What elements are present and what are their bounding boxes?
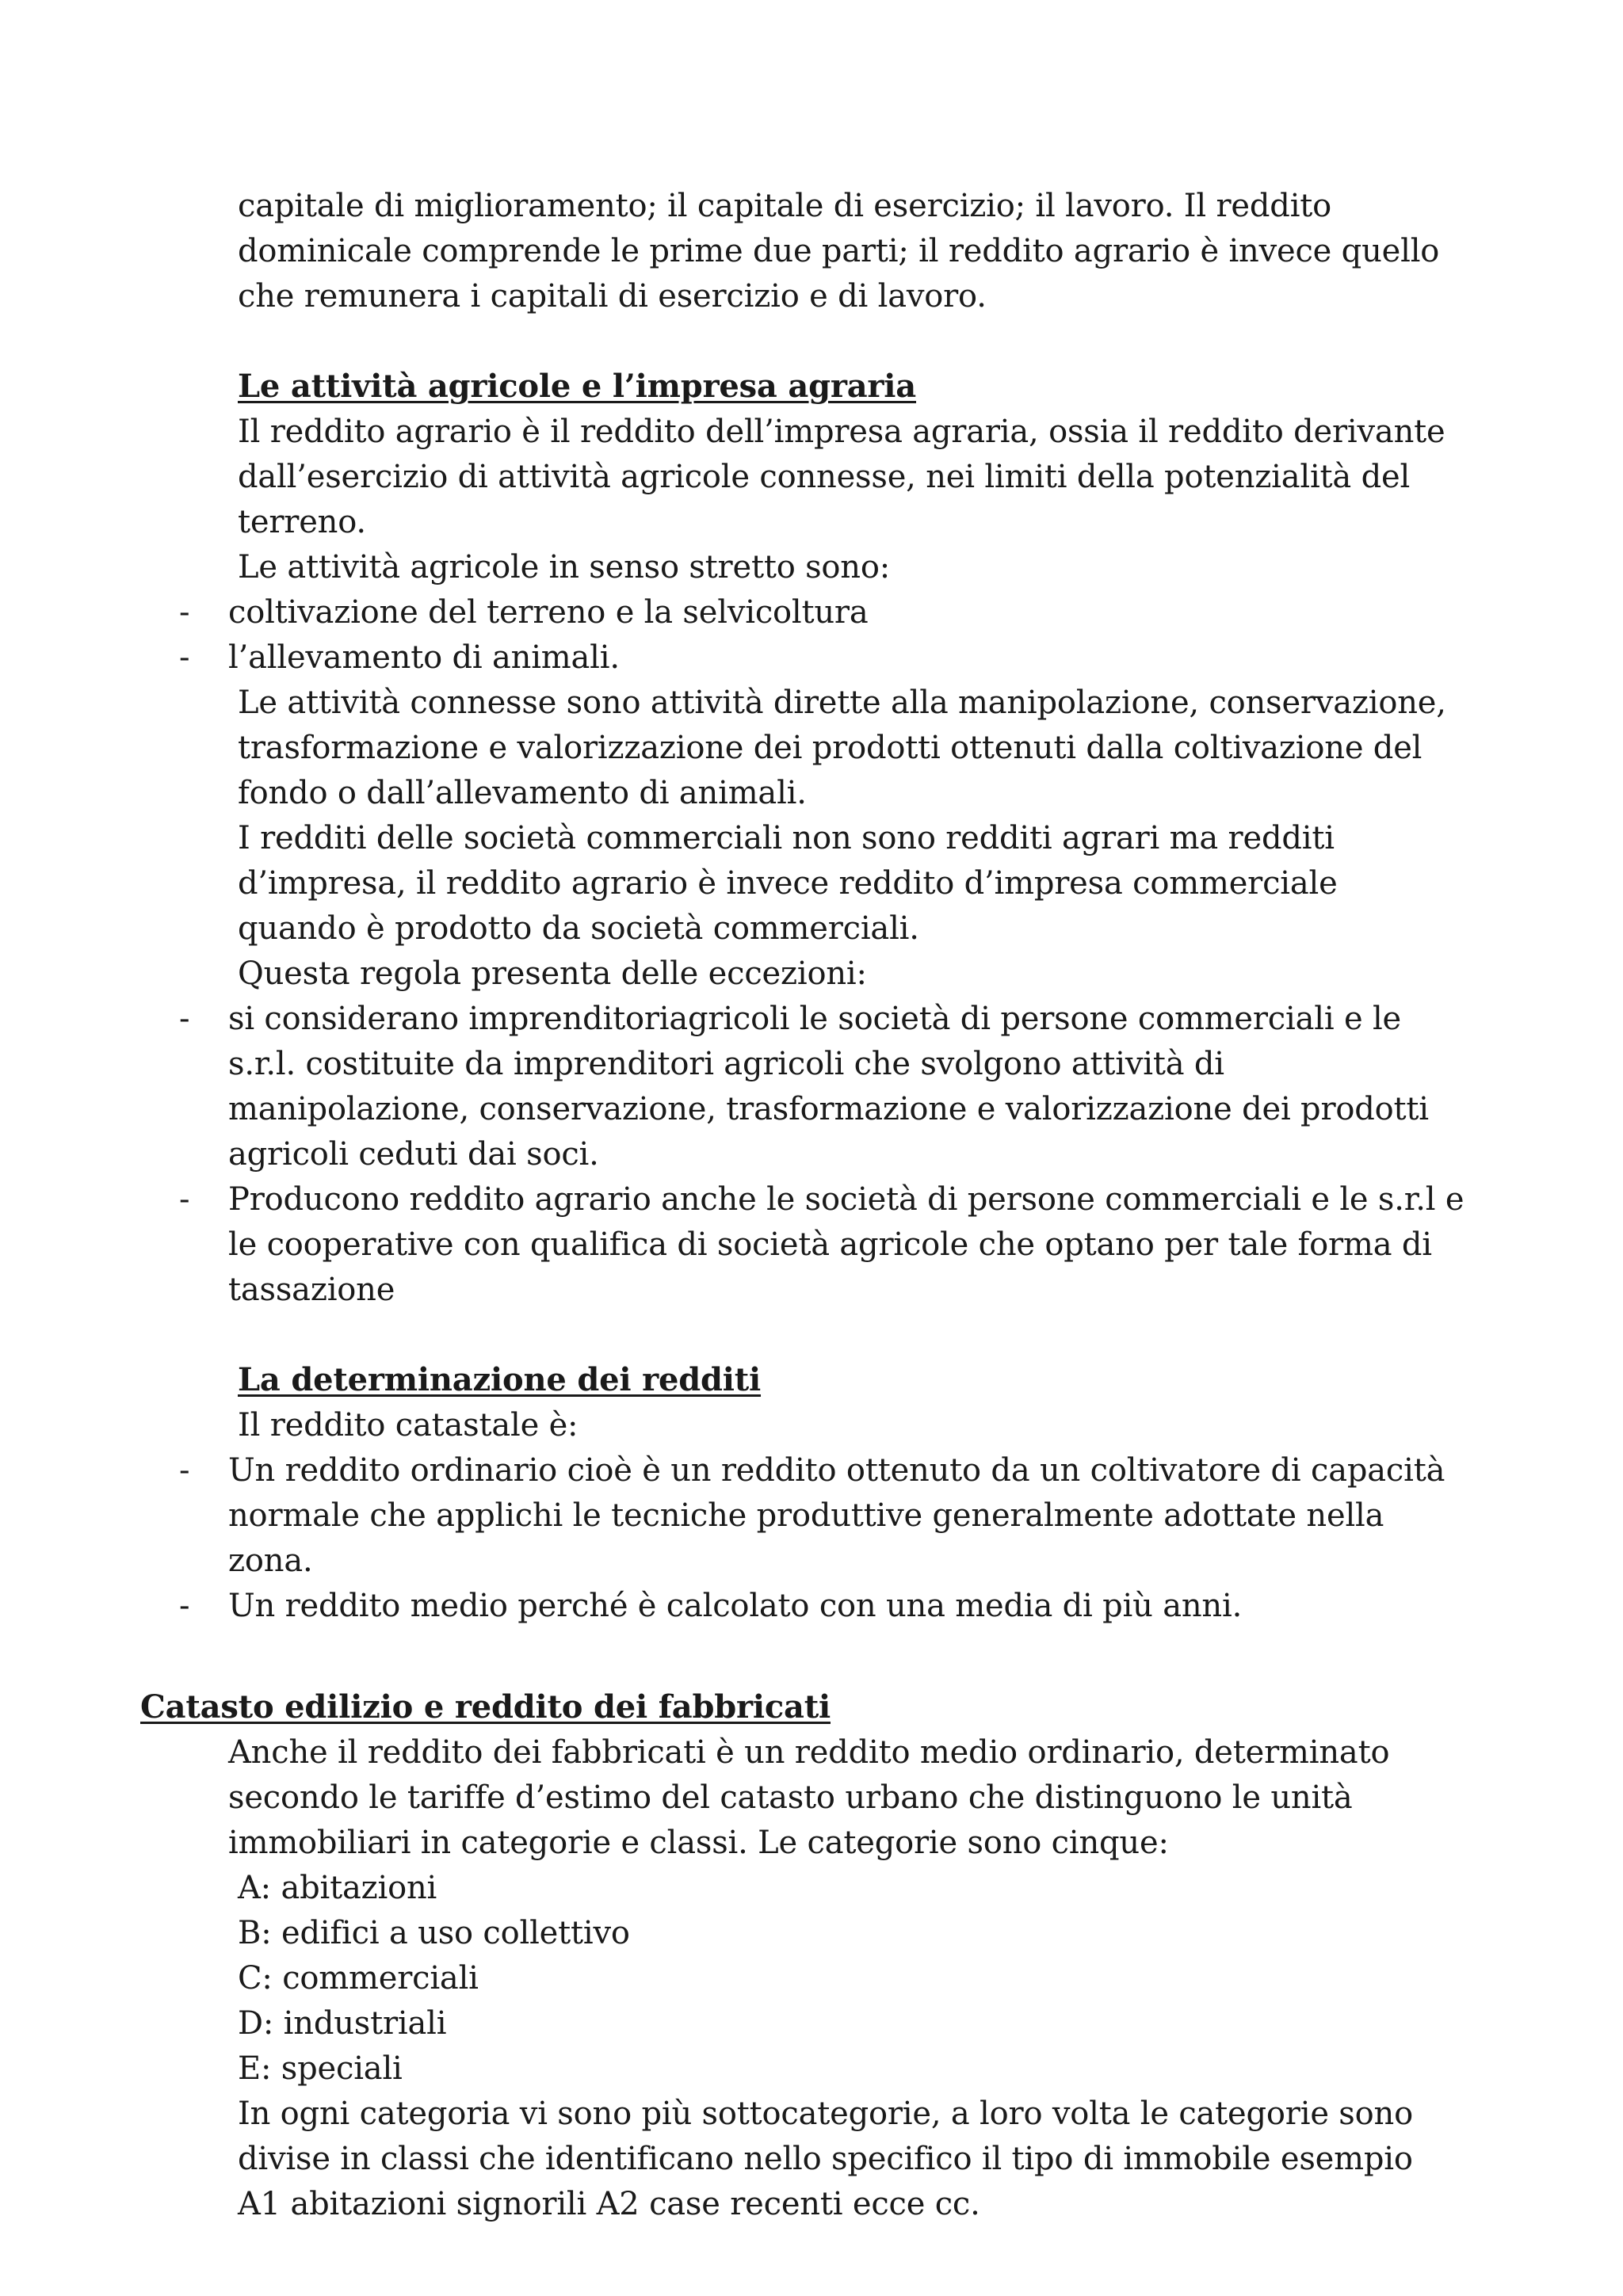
paragraph-line: Le attività agricole in senso stretto sono: (238, 549, 891, 585)
list-item: Un reddito medio perché è calcolato con una media di più anni. (228, 1588, 1243, 1624)
paragraph-line: Anche il reddito dei fabbricati è un reddito medio ordinario, determinato (228, 1734, 1390, 1771)
list-item: Producono reddito agrario anche le società di persone commerciali e le s.r.l e (228, 1181, 1465, 1218)
bullet-dash: - (179, 1452, 190, 1489)
paragraph-line: Il reddito agrario è il reddito dell’impresa agraria, ossia il reddito derivante (238, 414, 1445, 450)
paragraph-line: quando è prodotto da società commerciali. (238, 910, 919, 947)
list-item-continuation: normale che applichi le tecniche produttive generalmente adottate nella (228, 1497, 1384, 1534)
bullet-dash: - (179, 1001, 190, 1037)
intro-line: dominicale comprende le prime due parti; il reddito agrario è invece quello (238, 233, 1440, 269)
bullet-dash: - (179, 594, 190, 631)
bullet-dash: - (179, 1588, 190, 1624)
section-heading-catasto: Catasto edilizio e reddito dei fabbricati (140, 1688, 831, 1726)
paragraph-line: terreno. (238, 504, 366, 540)
list-item-continuation: le cooperative con qualifica di società agricole che optano per tale forma di (228, 1226, 1432, 1263)
paragraph-line: d’impresa, il reddito agrario è invece reddito d’impresa commerciale (238, 865, 1338, 902)
paragraph-line: secondo le tariffe d’estimo del catasto urbano che distinguono le unità (228, 1779, 1353, 1816)
paragraph-line: In ogni categoria vi sono più sottocategorie, a loro volta le categorie sono (238, 2096, 1413, 2132)
paragraph-line: I redditi delle società commerciali non sono redditi agrari ma redditi (238, 820, 1335, 856)
paragraph-line: fondo o dall’allevamento di animali. (238, 775, 807, 811)
bullet-dash: - (179, 639, 190, 676)
paragraph-line: divise in classi che identificano nello specifico il tipo di immobile esempio (238, 2141, 1413, 2177)
category-item: E: speciali (238, 2050, 403, 2087)
bullet-dash: - (179, 1181, 190, 1218)
paragraph-line: trasformazione e valorizzazione dei prodotti ottenuti dalla coltivazione del (238, 730, 1423, 766)
section-heading-agricole: Le attività agricole e l’impresa agraria (238, 368, 917, 405)
paragraph-line: immobiliari in categorie e classi. Le categorie sono cinque: (228, 1825, 1169, 1861)
category-item: D: industriali (238, 2005, 447, 2042)
list-item-continuation: s.r.l. costituite da imprenditori agricoli che svolgono attività di (228, 1046, 1224, 1082)
intro-line: capitale di miglioramento; il capitale di esercizio; il lavoro. Il reddito (238, 188, 1332, 224)
intro-line: che remunera i capitali di esercizio e di lavoro. (238, 278, 987, 315)
list-item: l’allevamento di animali. (228, 639, 620, 676)
paragraph-line: Questa regola presenta delle eccezioni: (238, 955, 867, 992)
section-heading-determinazione: La determinazione dei redditi (238, 1361, 762, 1398)
category-item: C: commerciali (238, 1960, 479, 1997)
category-item: A: abitazioni (238, 1870, 437, 1906)
list-item-continuation: zona. (228, 1543, 313, 1579)
list-item-continuation: manipolazione, conservazione, trasformazione e valorizzazione dei prodotti (228, 1091, 1429, 1127)
list-item: si considerano imprenditoriagricoli le società di persone commerciali e le (228, 1001, 1402, 1037)
category-item: B: edifici a uso collettivo (238, 1915, 630, 1951)
paragraph-line: Il reddito catastale è: (238, 1407, 579, 1444)
list-item-continuation: tassazione (228, 1272, 395, 1308)
paragraph-line: A1 abitazioni signorili A2 case recenti ecce cc. (238, 2186, 980, 2222)
list-item: Un reddito ordinario cioè è un reddito ottenuto da un coltivatore di capacità (228, 1452, 1445, 1489)
list-item: coltivazione del terreno e la selvicoltura (228, 594, 869, 631)
paragraph-line: dall’esercizio di attività agricole connesse, nei limiti della potenzialità del (238, 459, 1411, 495)
list-item-continuation: agricoli ceduti dai soci. (228, 1136, 599, 1173)
paragraph-line: Le attività connesse sono attività dirette alla manipolazione, conservazione, (238, 685, 1446, 721)
